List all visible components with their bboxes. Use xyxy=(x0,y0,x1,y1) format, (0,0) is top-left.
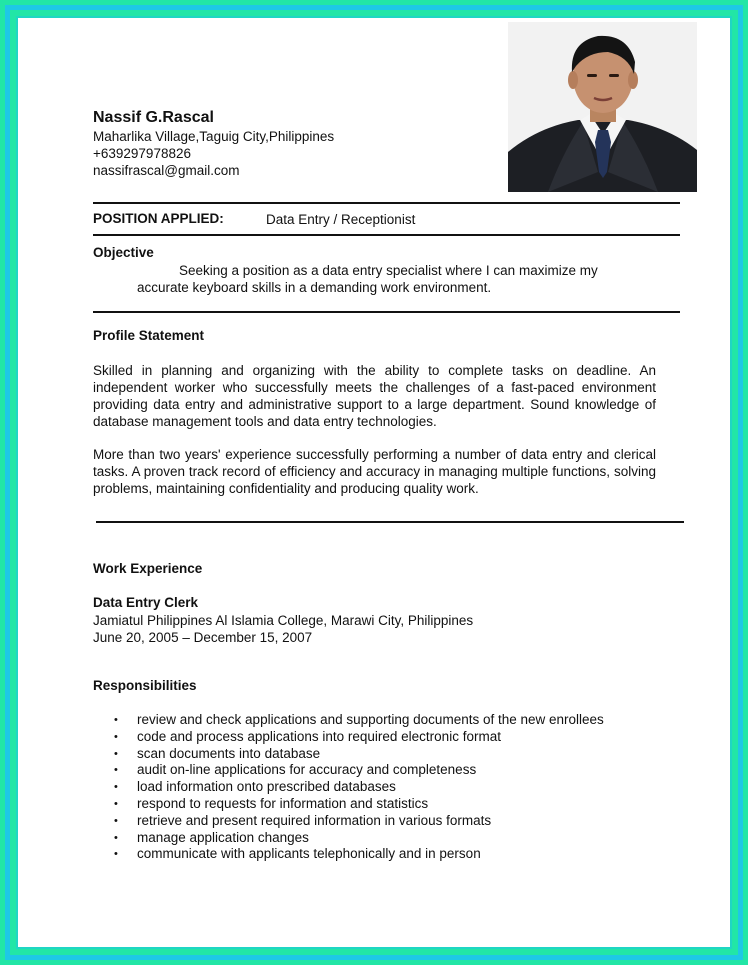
list-item: • load information onto prescribed databases xyxy=(114,779,674,796)
work-experience-heading: Work Experience xyxy=(93,561,203,576)
profile-heading: Profile Statement xyxy=(93,328,205,343)
objective-divider xyxy=(93,311,680,313)
list-item: • audit on-line applications for accuracy and completeness xyxy=(114,762,674,779)
list-item: • review and check applications and supporting documents of the new enrollees xyxy=(114,712,674,729)
profile-paragraph-2: More than two years' experience successfully performing a number of data entry and clerical tasks. A proven track record of efficiency and accuracy in managing multiple functions, solving problems, maintaining confidentiality and producing quality work. xyxy=(93,447,656,496)
list-item: • retrieve and present required information in various formats xyxy=(114,813,674,830)
position-divider xyxy=(93,234,680,236)
job-title: Data Entry Clerk xyxy=(93,595,199,610)
list-item: • scan documents into database xyxy=(114,746,674,763)
profile-photo-illustration xyxy=(508,22,697,192)
applicant-email: nassifrascal@gmail.com xyxy=(93,163,240,178)
objective-line-2: accurate keyboard skills in a demanding work environment. xyxy=(137,280,492,295)
list-item: • communicate with applicants telephonically and in person xyxy=(114,846,674,863)
position-value: Data Entry / Receptionist xyxy=(266,212,416,227)
applicant-address: Maharlika Village,Taguig City,Philippines xyxy=(93,129,335,144)
header-divider xyxy=(93,202,680,204)
profile-photo xyxy=(508,22,697,192)
objective-line-1: Seeking a position as a data entry specialist where I can maximize my xyxy=(179,263,598,278)
list-item: • respond to requests for information and statistics xyxy=(114,796,674,813)
employer: Jamiatul Philippines Al Islamia College, Marawi City, Philippines xyxy=(93,613,474,628)
profile-paragraph-1: Skilled in planning and organizing with the ability to complete tasks on deadline. An independent worker who successfully meets the challenges of a fast-paced environment providing data entry and administrative support to a large department. Sound knowledge of database management tools and data entry technologies. xyxy=(93,363,656,429)
responsibilities-heading: Responsibilities xyxy=(93,678,197,693)
objective-heading: Objective xyxy=(93,245,154,260)
position-label: POSITION APPLIED: xyxy=(93,211,224,226)
list-item: • manage application changes xyxy=(114,830,674,847)
applicant-phone: +639297978826 xyxy=(93,146,191,161)
list-item: • code and process applications into required electronic format xyxy=(114,729,674,746)
applicant-name: Nassif G.Rascal xyxy=(93,109,214,126)
responsibilities-list xyxy=(114,712,674,863)
profile-divider xyxy=(96,521,684,523)
employment-dates: June 20, 2005 – December 15, 2007 xyxy=(93,630,313,645)
